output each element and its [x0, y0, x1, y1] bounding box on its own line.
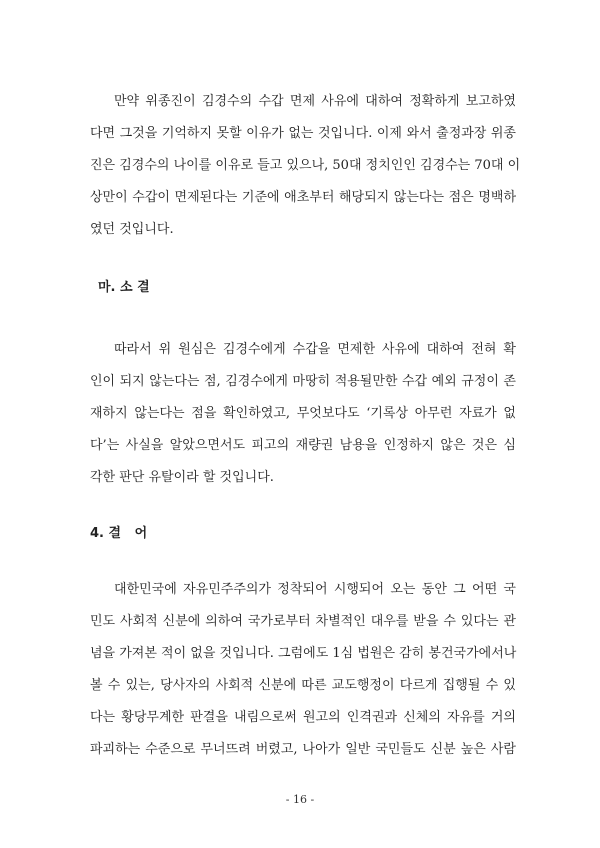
text-line: 파괴하는 수준으로 무너뜨려 버렸고, 나아가 일반 국민들도 신분 높은 사람: [90, 742, 516, 757]
text-line: 념을 가져본 적이 없을 것입니다. 그럼에도 1심 법원은 감히 봉건국가에서나: [90, 646, 517, 661]
text-line: 만약 위종진이 김경수의 수갑 면제 사유에 대하여 정확하게 보고하였: [114, 94, 516, 109]
page-number: - 16 -: [285, 793, 315, 806]
text-line: 상만이 수갑이 면제된다는 기준에 애초부터 해당되지 않는다는 점은 명백하: [90, 190, 516, 205]
section-heading-ma: 마. 소 결: [98, 280, 150, 295]
text-line: 대한민국에 자유민주주의가 정착되어 시행되어 오는 동안 그 어떤 국: [114, 582, 516, 597]
text-line: 다면 그것을 기억하지 못할 이유가 없는 것입니다. 이제 와서 출정과장 위종: [90, 126, 516, 141]
text-line: 따라서 위 원심은 김경수에게 수갑을 면제한 사유에 대하여 전혀 확: [114, 342, 516, 357]
text-line: 민도 사회적 신분에 의하여 국가로부터 차별적인 대우를 받을 수 있다는 관: [90, 614, 516, 629]
text-line: 다는 황당무계한 판결을 내림으로써 원고의 인격권과 신체의 자유를 거의: [90, 710, 516, 725]
text-line: 재하지 않는다는 점을 확인하였고, 무엇보다도 ‘기록상 아무런 자료가 없: [90, 406, 516, 421]
text-line: 진은 김경수의 나이를 이유로 들고 있으나, 50대 정치인인 김경수는 70대 이: [90, 158, 521, 173]
text-line: 각한 판단 유탈이라 할 것입니다.: [90, 470, 274, 485]
section-heading-4: 4. 결 어: [90, 526, 148, 541]
text-line: 다’는 사실을 알았으면서도 피고의 재량권 남용을 인정하지 않은 것은 심: [90, 438, 516, 453]
text-line: 볼 수 있는, 당사자의 사회적 신분에 따른 교도행정이 다르게 집행될 수 있: [90, 678, 516, 693]
text-line: 인이 되지 않는다는 점, 김경수에게 마땅히 적용될만한 수갑 예외 규정이 존: [90, 374, 516, 389]
text-line: 였던 것입니다.: [90, 222, 174, 237]
